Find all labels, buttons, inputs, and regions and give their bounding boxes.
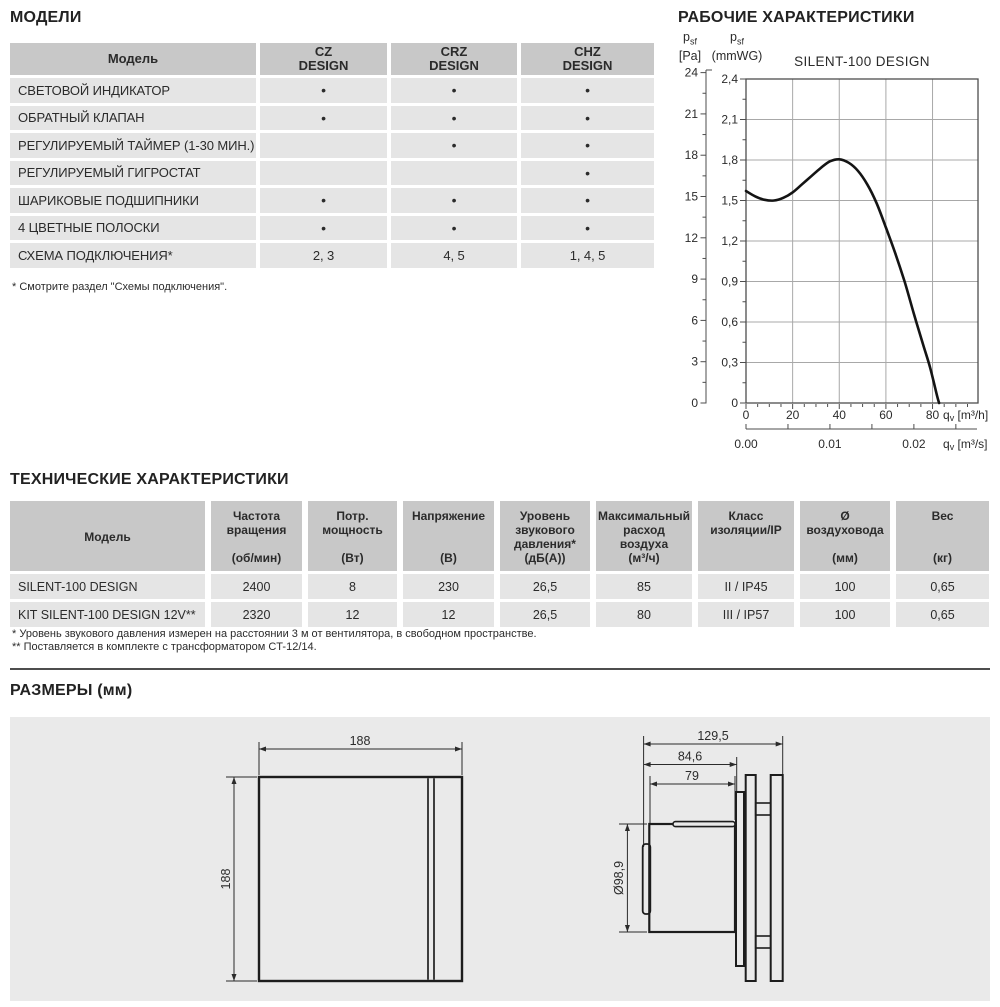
tech-column-header — [698, 501, 794, 571]
tech-column-header — [403, 501, 494, 571]
tech-header-name: Уровень звукового давления* — [514, 509, 576, 551]
tech-model-cell: SILENT-100 DESIGN — [10, 574, 205, 599]
models-corner-header: Модель — [10, 43, 256, 75]
tech-value-cell: 0,65 — [896, 574, 989, 599]
x-tick-label: 80 — [925, 408, 940, 422]
dimension-drawings — [10, 717, 990, 1001]
dim-arrow — [728, 782, 735, 787]
dim-label-depth-to-plate: 84,6 — [677, 749, 703, 764]
side-mounting-clip — [673, 822, 735, 827]
y-mmwg-tick-label: 0,3 — [721, 355, 738, 370]
tech-value-cell: 12 — [308, 602, 397, 627]
dim-arrow — [730, 762, 737, 767]
x-axis-unit-label: qv [m³/h] — [943, 408, 989, 423]
tech-footnote-2: ** Поставляется в комплекте с трансформатором CT-12/14. — [12, 641, 317, 653]
model-code: CHZ — [574, 43, 601, 59]
feature-value-cell: 2, 3 — [260, 243, 387, 268]
performance-chart — [655, 25, 1000, 460]
y-pa-tick-label: 3 — [691, 354, 698, 369]
tech-column-header — [211, 501, 302, 571]
tech-value-cell: 230 — [403, 574, 494, 599]
tech-value-cell: 26,5 — [500, 574, 590, 599]
dim-arrow — [625, 824, 630, 831]
side-front-cover — [771, 775, 783, 981]
tech-header-name: Максимальный расход воздуха — [598, 509, 690, 551]
model-series: DESIGN — [429, 58, 479, 73]
tech-header-name: Потр. мощность — [322, 509, 383, 537]
tech-header-name: Модель — [84, 530, 131, 544]
models-column-header-crz — [391, 43, 517, 75]
feature-dot-cell: • — [260, 216, 387, 241]
dim-arrow — [625, 925, 630, 932]
feature-value-cell — [260, 133, 387, 158]
y-mmwg-tick-label: 2,4 — [721, 72, 738, 86]
y-pa-tick-label: 24 — [684, 65, 698, 80]
tech-value-cell: 0,65 — [896, 602, 989, 627]
tech-header-name: Вес — [931, 509, 954, 523]
side-wall-plate — [736, 792, 744, 966]
tech-header-name: Напряжение — [411, 509, 486, 523]
dim-arrow — [232, 974, 237, 981]
feature-dot-cell: • — [521, 106, 654, 131]
tech-value-cell: III / IP57 — [698, 602, 794, 627]
x-tick-label: 20 — [785, 408, 800, 422]
feature-value-cell: 4, 5 — [391, 243, 517, 268]
x-axis-unit-label: qv [m³/s] — [943, 437, 988, 452]
y-pa-tick-label: 6 — [691, 313, 698, 328]
dim-arrow — [232, 777, 237, 784]
tech-value-cell: 2320 — [211, 602, 302, 627]
side-connector-top — [756, 803, 771, 815]
tech-column-header — [500, 501, 590, 571]
dim-arrow — [644, 762, 651, 767]
tech-value-cell: 85 — [596, 574, 692, 599]
side-connector-bottom — [756, 936, 771, 948]
chart-title: SILENT-100 DESIGN — [794, 54, 930, 69]
y-mmwg-tick-label: 1,8 — [721, 153, 738, 167]
feature-dot-cell: • — [391, 133, 517, 158]
tech-value-cell: 12 — [403, 602, 494, 627]
feature-row-label: РЕГУЛИРУЕМЫЙ ТАЙМЕР (1-30 МИН.) — [10, 133, 256, 158]
y-pa-tick-label: 21 — [684, 106, 698, 121]
dimensions-heading: РАЗМЕРЫ (мм) — [10, 682, 133, 699]
models-footnote: * Смотрите раздел "Схемы подключения". — [12, 281, 228, 293]
y-mmwg-tick-label: 0 — [731, 396, 738, 410]
feature-dot-cell: • — [260, 188, 387, 213]
dim-arrow — [650, 782, 657, 787]
tech-column-header — [896, 501, 989, 571]
tech-header-unit: (дБ(А)) — [524, 551, 566, 565]
models-heading: МОДЕЛИ — [10, 9, 82, 26]
tech-header-name: Ø воздуховода — [806, 509, 884, 537]
y-mmwg-tick-label: 2,1 — [721, 112, 738, 127]
technical-table — [10, 501, 989, 627]
dim-arrow — [455, 747, 462, 752]
tech-header-unit: (об/мин) — [231, 551, 282, 565]
models-table — [10, 43, 654, 268]
feature-dot-cell: • — [521, 188, 654, 213]
dim-label-front-width: 188 — [349, 734, 371, 748]
y-mmwg-tick-label: 1,5 — [721, 193, 738, 208]
x2-tick-label: 0.02 — [902, 437, 926, 451]
feature-row-label: 4 ЦВЕТНЫЕ ПОЛОСКИ — [10, 216, 256, 241]
technical-heading: ТЕХНИЧЕСКИЕ ХАРАКТЕРИСТИКИ — [10, 471, 289, 488]
model-code: CRZ — [440, 43, 468, 59]
feature-row-label: СХЕМА ПОДКЛЮЧЕНИЯ* — [10, 243, 256, 268]
tech-column-header — [308, 501, 397, 571]
feature-row-label: ШАРИКОВЫЕ ПОДШИПНИКИ — [10, 188, 256, 213]
model-code: CZ — [314, 43, 333, 59]
tech-column-header — [10, 501, 205, 571]
feature-dot-cell: • — [521, 161, 654, 186]
tech-header-unit: (В) — [440, 551, 457, 565]
feature-value-cell — [260, 161, 387, 186]
pressure-pa-axis-label: $p_{sf}$ [Pa] — [678, 30, 702, 63]
tech-value-cell: 100 — [800, 574, 890, 599]
tech-value-cell: 8 — [308, 574, 397, 599]
tech-value-cell: 2400 — [211, 574, 302, 599]
feature-row-label: ОБРАТНЫЙ КЛАПАН — [10, 106, 256, 131]
section-divider — [10, 668, 990, 670]
feature-dot-cell: • — [391, 106, 517, 131]
tech-column-header — [596, 501, 692, 571]
tech-header-unit: (кг) — [933, 551, 952, 565]
feature-dot-cell: • — [521, 133, 654, 158]
feature-dot-cell: • — [391, 78, 517, 103]
feature-dot-cell: • — [260, 106, 387, 131]
feature-row-label: РЕГУЛИРУЕМЫЙ ГИГРОСТАТ — [10, 161, 256, 186]
feature-value-cell — [391, 161, 517, 186]
dim-arrow — [644, 742, 651, 747]
x-tick-label: 40 — [832, 408, 846, 422]
y-mmwg-tick-label: 0,9 — [721, 274, 738, 289]
dim-label-body-depth: 79 — [685, 769, 699, 783]
y-mmwg-tick-label: 1,2 — [721, 234, 738, 248]
feature-dot-cell: • — [521, 216, 654, 241]
y-mmwg-tick-label: 0,6 — [721, 315, 738, 329]
tech-value-cell: 100 — [800, 602, 890, 627]
y-pa-tick-label: 9 — [691, 272, 698, 287]
pressure-mmwg-axis-label: $p_{sf}$ (mmWG) — [711, 30, 763, 63]
tech-header-unit: (м³/ч) — [628, 551, 660, 565]
tech-header-unit: (мм) — [832, 551, 858, 565]
dim-label-duct-diameter: Ø98,9 — [612, 860, 626, 896]
feature-value-cell: 1, 4, 5 — [521, 243, 654, 268]
y-pa-tick-label: 12 — [684, 230, 698, 245]
x-tick-label: 0 — [742, 408, 750, 422]
feature-row-label: СВЕТОВОЙ ИНДИКАТОР — [10, 78, 256, 103]
front-view-outline — [259, 777, 462, 981]
y-pa-tick-label: 15 — [684, 189, 698, 204]
dim-arrow — [259, 747, 266, 752]
dim-arrow — [776, 742, 783, 747]
model-series: DESIGN — [562, 58, 613, 73]
side-spacer-frame — [746, 775, 756, 981]
feature-dot-cell: • — [391, 188, 517, 213]
tech-model-cell: KIT SILENT-100 DESIGN 12V** — [10, 602, 205, 627]
tech-footnote-1: * Уровень звукового давления измерен на расстоянии 3 м от вентилятора, в свободном пространстве. — [12, 628, 537, 640]
x-tick-label: 60 — [879, 408, 893, 422]
tech-header-name: Частота вращения — [226, 509, 287, 537]
model-series: DESIGN — [298, 58, 349, 73]
models-column-header-chz — [521, 43, 654, 75]
dim-label-front-height: 188 — [219, 868, 233, 890]
models-column-header-cz — [260, 43, 387, 75]
feature-dot-cell: • — [391, 216, 517, 241]
tech-value-cell: 26,5 — [500, 602, 590, 627]
y-pa-tick-label: 0 — [691, 396, 698, 410]
feature-dot-cell: • — [521, 78, 654, 103]
tech-value-cell: II / IP45 — [698, 574, 794, 599]
tech-value-cell: 80 — [596, 602, 692, 627]
feature-dot-cell: • — [260, 78, 387, 103]
tech-header-unit: (Вт) — [341, 551, 364, 565]
tech-column-header — [800, 501, 890, 571]
performance-heading: РАБОЧИЕ ХАРАКТЕРИСТИКИ — [678, 9, 915, 26]
side-fan-body — [649, 824, 735, 932]
tech-header-name: Класс изоляции/IP — [710, 509, 782, 537]
y-pa-tick-label: 18 — [684, 148, 698, 163]
x2-tick-label: 0.01 — [818, 437, 842, 451]
dim-label-overall-depth: 129,5 — [697, 729, 729, 743]
x2-tick-label: 0.00 — [734, 437, 758, 451]
